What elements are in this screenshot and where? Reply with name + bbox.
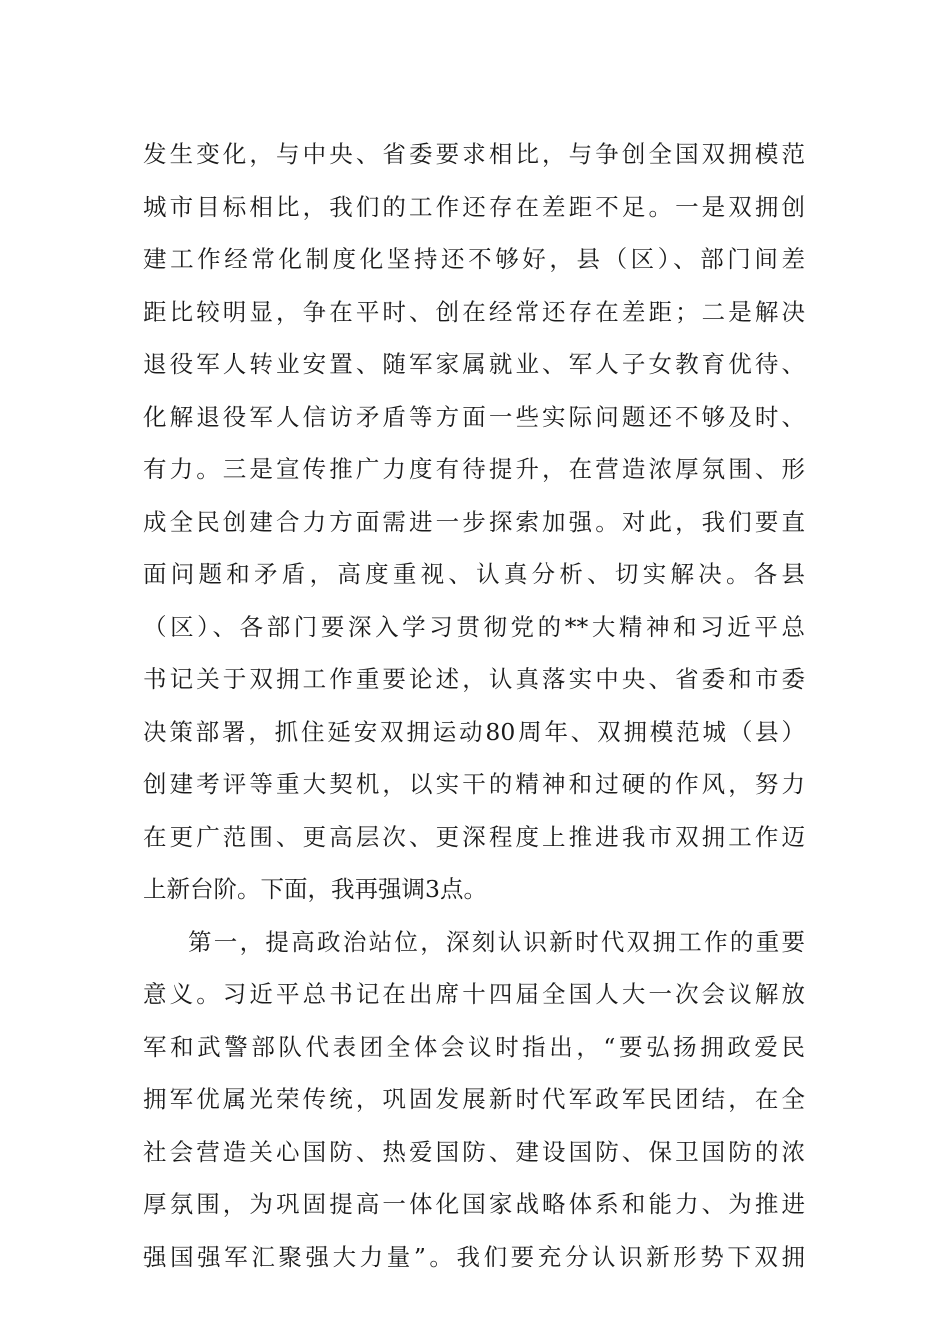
text-line: （区）、各部门要深入学习贯彻党的**大精神和习近平总 <box>143 612 805 641</box>
text-line: 面问题和矛盾，高度重视、认真分析、切实解决。各县 <box>143 560 805 588</box>
text-line: 书记关于双拥工作重要论述，认真落实中央、省委和市委 <box>143 665 805 693</box>
text-line: 化解退役军人信访矛盾等方面一些实际问题还不够及时、 <box>143 402 805 431</box>
text-line: 距比较明显，争在平时、创在经常还存在差距；二是解决 <box>143 297 805 326</box>
text-line: 决策部署，抓住延安双拥运动80周年、双拥模范城（县） <box>143 717 805 746</box>
text-line: 建工作经常化制度化坚持还不够好，县（区）、部门间差 <box>143 245 805 273</box>
text-line: 城市目标相比，我们的工作还存在差距不足。一是双拥创 <box>143 192 805 221</box>
text-line: 强国强军汇聚强大力量”。我们要充分认识新形势下双拥 <box>143 1242 805 1271</box>
text-line: 厚氛围，为巩固提高一体化国家战略体系和能力、为推进 <box>143 1190 805 1218</box>
body-text <box>143 128 805 1283</box>
paragraph-end-line: 上新台阶。下面，我再强调3点。 <box>143 875 487 903</box>
text-line: 在更广范围、更高层次、更深程度上推进我市双拥工作迈 <box>143 822 805 851</box>
text-line: 发生变化，与中央、省委要求相比，与争创全国双拥模范 <box>143 140 805 168</box>
paragraph-first-line: 第一，提高政治站位，深刻认识新时代双拥工作的重要 <box>188 927 805 956</box>
text-line: 社会营造关心国防、热爱国防、建设国防、保卫国防的浓 <box>143 1137 805 1166</box>
text-line: 军和武警部队代表团全体会议时指出，“要弘扬拥政爱民 <box>143 1032 805 1061</box>
text-line: 有力。三是宣传推广力度有待提升，在营造浓厚氛围、形 <box>143 455 805 483</box>
text-line: 创建考评等重大契机，以实干的精神和过硬的作风，努力 <box>143 770 805 798</box>
text-line: 意义。习近平总书记在出席十四届全国人大一次会议解放 <box>143 980 805 1008</box>
text-line: 成全民创建合力方面需进一步探索加强。对此，我们要直 <box>143 507 805 536</box>
text-line: 退役军人转业安置、随军家属就业、军人子女教育优待、 <box>143 350 805 378</box>
text-line: 拥军优属光荣传统，巩固发展新时代军政军民团结，在全 <box>143 1085 805 1113</box>
